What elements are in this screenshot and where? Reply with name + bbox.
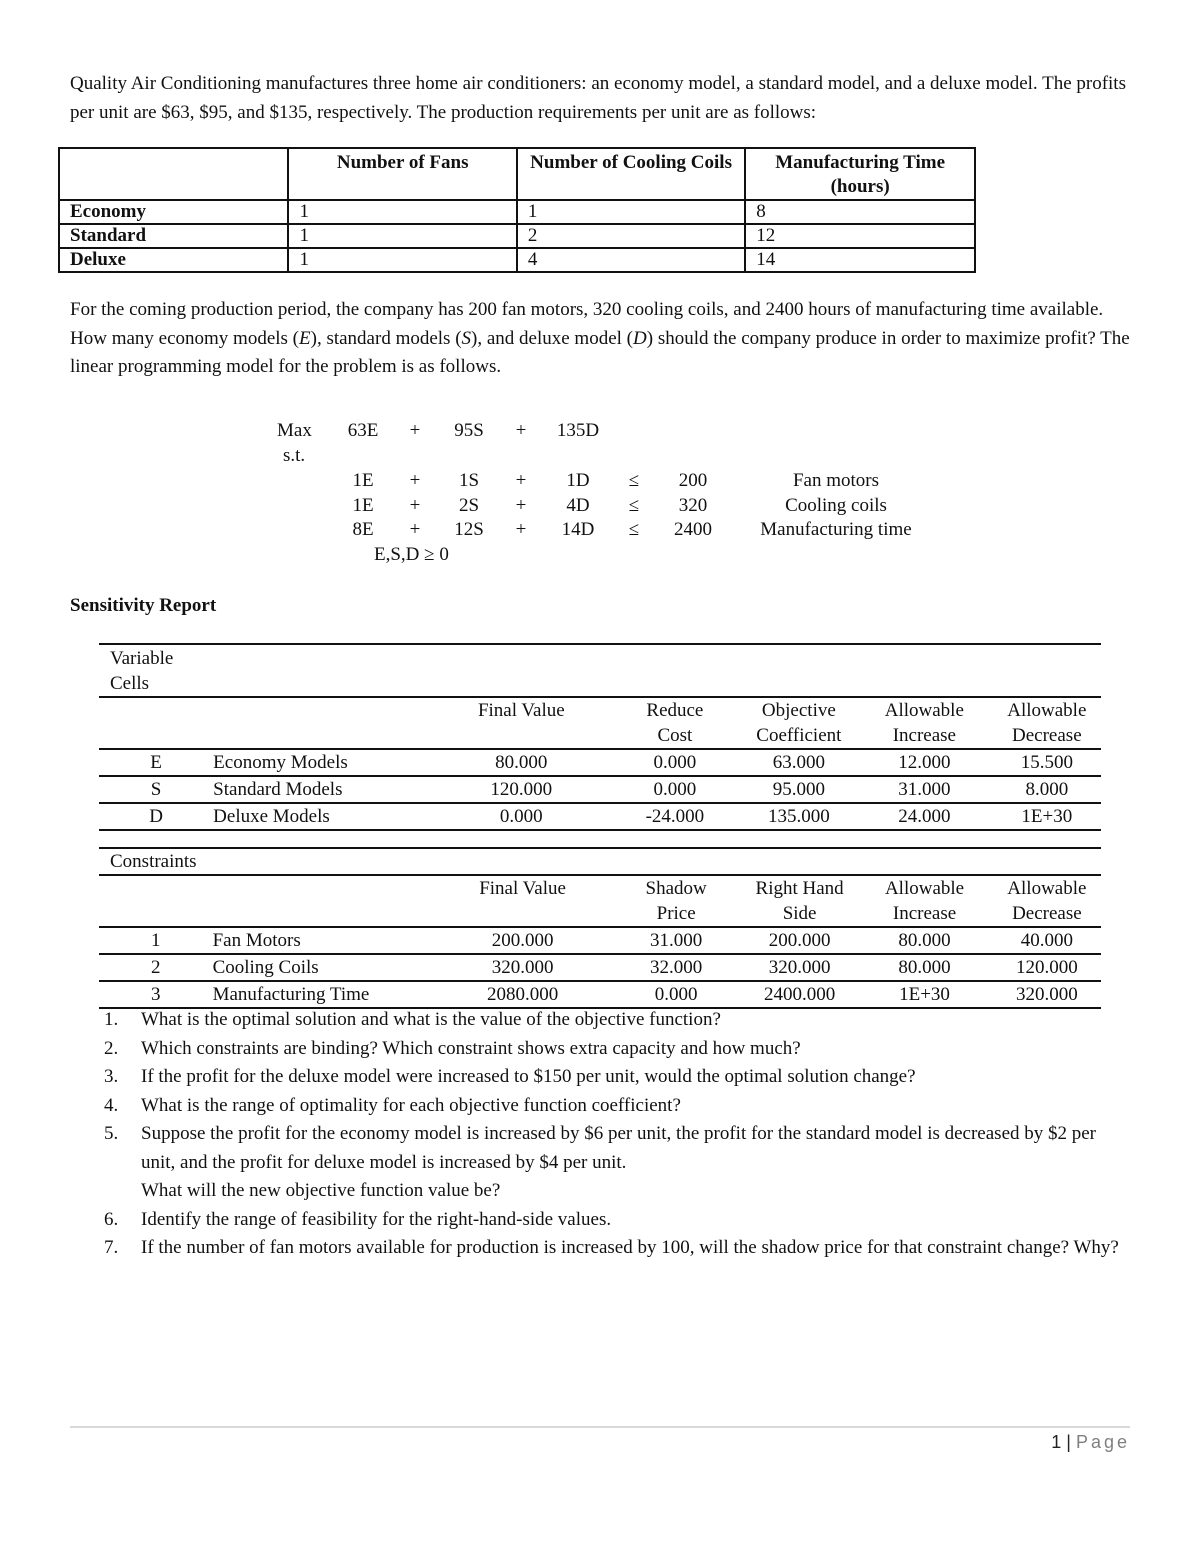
column-header-line: Final Value [479,878,566,899]
row-label: Deluxe [59,248,288,272]
variable-cells-label-line: Variable [110,648,174,669]
column-header [608,697,742,749]
table-cell: 320.000 [743,954,856,981]
column-header-line: Decrease [1012,725,1082,746]
requirements-header-cell: Number of Cooling Coils [517,148,745,200]
question-text: What is the optimal solution and what is the value of the objective function? [141,1009,721,1030]
question-text: Identify the range of feasibility for the right-hand-side values. [141,1208,612,1230]
table-cell: 0.000 [608,749,742,776]
constraints-label: Constraints [99,848,1101,875]
column-header-line: Decrease [1012,903,1082,924]
page-label: Page [1075,1432,1130,1452]
page-number: 1 [1051,1432,1062,1452]
lp-constraint-term: + [409,495,421,516]
lp-constraint-term: + [515,519,527,540]
lp-constraint-term: + [409,519,421,540]
lp-constraint-label: Manufacturing time [760,519,912,540]
column-header-line: Increase [892,903,957,924]
lp-constraint-term: 1D [566,470,590,491]
lp-objective-term: 135D [556,420,600,441]
lp-constraint-op: ≤ [628,470,640,491]
table-cell: 4 [517,248,745,272]
requirements-header-cell [59,148,288,200]
table-cell: 200.000 [436,927,610,954]
lp-max-label: Max [277,420,312,441]
table-row [59,248,975,272]
row-label: Standard [59,224,288,248]
list-item [70,1092,1130,1121]
table-cell: S [99,776,213,803]
table-cell: 2080.000 [436,981,610,1008]
table-cell: 31.000 [609,927,743,954]
question-text: If the number of fan motors available for production is increased by 100, will the shadow price for that constraint change? Why? [141,1237,1119,1258]
lp-constraint-op: ≤ [628,519,640,540]
question-text-continued: What will the new objective function value be? [141,1180,501,1201]
lp-constraint-term: 14D [561,519,595,540]
table-cell: 24.000 [856,803,993,830]
column-header-line: Shadow [645,878,707,899]
list-item [70,1063,1130,1092]
problem-paragraph [70,296,1130,382]
footer-separator: | [1066,1432,1071,1452]
variable-cells-label-line: Cells [110,673,150,694]
question-text: What is the range of optimality for each objective function coefficient? [141,1094,681,1116]
constraints-table [99,847,1101,1009]
table-cell: 1E+30 [856,981,992,1008]
variable-e: E [299,327,311,349]
table-cell: -24.000 [608,803,742,830]
table-cell: 31.000 [856,776,993,803]
variable-cells-header-row [99,697,1101,749]
table-cell: 80.000 [856,954,992,981]
variable-cells-label [99,644,1101,697]
table-cell: 8.000 [993,776,1101,803]
column-header-line: Allowable [1007,700,1087,721]
lp-constraint-term: + [515,470,527,491]
lp-constraint-term: 1E [352,495,374,516]
table-row [99,981,1101,1008]
column-header [993,697,1101,749]
problem-text: ), and deluxe model ( [471,327,634,349]
column-header [743,875,856,927]
column-header [856,697,993,749]
problem-text: ) should the company produce in order to maximize profit? The linear programming model for the problem is as follows. [70,327,1130,377]
question-number: 4. [104,1094,119,1116]
lp-constraint-label: Cooling coils [785,495,887,516]
question-text: Suppose the profit for the economy model is increased by $6 per unit, the profit for the standard model is decreased by $2 per unit, and the profit for deluxe model is increased by $4 per unit. [141,1123,1097,1173]
table-cell: 320.000 [993,981,1101,1008]
question-number: 7. [104,1237,119,1258]
table-cell: 135.000 [742,803,856,830]
lp-constraint-rhs: 2400 [674,519,712,540]
column-header-line: Cost [657,725,693,746]
page-footer [1051,1432,1130,1453]
table-cell: 320.000 [436,954,610,981]
lp-objective-term: + [515,420,527,441]
column-header-line [435,723,609,748]
table-row [99,954,1101,981]
column-header-line: Objective [761,700,836,721]
list-item [70,1006,1130,1035]
list-item [70,1035,1130,1064]
column-header-line: Reduce [646,700,704,721]
table-cell: 0.000 [435,803,609,830]
sensitivity-title: Sensitivity Report [70,595,217,616]
table-row [99,749,1101,776]
requirements-table [58,147,976,273]
variable-cells-label-row [99,644,1101,697]
table-cell: 1 [99,927,213,954]
table-cell: Deluxe Models [213,803,434,830]
variable-cells-table [99,643,1101,831]
column-header-line: Coefficient [756,725,842,746]
requirements-header-cell: Manufacturing Time (hours) [745,148,975,200]
list-item [70,1234,1130,1263]
column-header [435,697,609,749]
table-cell: 120.000 [435,776,609,803]
table-cell: Fan Motors [213,927,436,954]
variable-d: D [633,327,647,349]
list-item [70,1206,1130,1235]
table-cell: 1 [288,200,516,224]
column-header [856,875,992,927]
table-row [99,803,1101,830]
problem-text: ), standard models ( [310,327,462,349]
lp-constraint-term: 12S [454,519,484,540]
table-cell: 2 [517,224,745,248]
table-cell: 1E+30 [993,803,1101,830]
column-header-line: Right Hand [755,878,844,899]
question-number: 3. [104,1066,119,1087]
table-row [99,776,1101,803]
lp-objective-term: + [409,420,421,441]
lp-constraint-label: Fan motors [792,470,880,491]
table-cell: 95.000 [742,776,856,803]
table-cell: 40.000 [993,927,1101,954]
column-header [742,697,856,749]
lp-constraint-term: 4D [566,495,590,516]
constraints-label-row [99,848,1101,875]
column-header [436,875,610,927]
lp-constraint-term: + [409,470,421,491]
questions-list [70,1006,1130,1263]
problem-text: For the coming production period, the company has 200 fan motors, 320 cooling coils, and 2400 hours of manufacturing time available. How many economy models ( [70,299,1104,349]
lp-constraint-term: + [515,495,527,516]
table-cell: 120.000 [993,954,1101,981]
table-cell: 12 [745,224,975,248]
table-cell: Cooling Coils [213,954,436,981]
table-cell: 8 [745,200,975,224]
table-cell: Standard Models [213,776,434,803]
column-header-line [436,901,610,926]
lp-constraint-rhs: 200 [678,470,708,491]
question-number: 5. [104,1123,119,1144]
table-row [59,224,975,248]
lp-constraint-rhs: 320 [678,495,708,516]
column-header [609,875,743,927]
question-text: Which constraints are binding? Which constraint shows extra capacity and how much? [141,1037,801,1059]
footer-divider [70,1426,1130,1428]
column-header-line: Allowable [884,878,965,899]
table-cell: 80.000 [435,749,609,776]
requirements-header-cell: Number of Fans [288,148,516,200]
table-cell: 12.000 [856,749,993,776]
requirements-header-row [59,148,975,200]
column-header-line: Price [656,903,696,924]
table-cell: E [99,749,213,776]
table-cell: 63.000 [742,749,856,776]
column-header-line: Increase [892,725,956,746]
table-cell: 15.500 [993,749,1101,776]
column-header-line: Allowable [1007,878,1087,899]
table-row [99,927,1101,954]
table-cell: 80.000 [856,927,992,954]
table-row [59,200,975,224]
question-text: If the profit for the deluxe model were increased to $150 per unit, would the optimal solution change? [141,1066,916,1087]
table-cell: 1 [288,248,516,272]
table-cell: Economy Models [213,749,434,776]
table-cell: 200.000 [743,927,856,954]
constraints-header-row [99,875,1101,927]
table-cell: 1 [288,224,516,248]
table-cell: 2 [99,954,213,981]
variable-s: S [461,327,472,349]
table-cell: 1 [517,200,745,224]
question-number: 6. [104,1208,119,1230]
table-cell: 0.000 [609,981,743,1008]
lp-constraint-term: 8E [352,519,374,540]
lp-constraint-term: 1E [352,470,374,491]
lp-objective-term: 95S [454,420,484,441]
list-item [70,1120,1130,1206]
column-header-line: Side [782,903,817,924]
lp-constraint-term: 2S [458,495,480,516]
question-number: 1. [104,1009,119,1030]
lp-model [0,418,1200,578]
row-label: Economy [59,200,288,224]
table-cell: 32.000 [609,954,743,981]
table-cell: 0.000 [608,776,742,803]
table-cell: 3 [99,981,213,1008]
lp-constraint-op: ≤ [628,495,640,516]
table-cell: 14 [745,248,975,272]
table-cell: Manufacturing Time [213,981,436,1008]
column-header-line: Allowable [884,700,964,721]
question-number: 2. [104,1037,119,1059]
table-cell: D [99,803,213,830]
lp-constraint-term: 1S [458,470,480,491]
intro-paragraph: Quality Air Conditioning manufactures three home air conditioners: an economy model, a standard model, and a deluxe model. The profits per unit are $63, $95, and $135, respectively. The production requirements per unit are as follows: [70,73,1126,123]
lp-st-label: s.t. [283,445,306,466]
lp-nonnegativity: E,S,D ≥ 0 [374,544,449,565]
lp-objective-term: 63E [347,420,379,441]
table-cell: 2400.000 [743,981,856,1008]
column-header [993,875,1101,927]
column-header-line: Final Value [477,700,565,721]
